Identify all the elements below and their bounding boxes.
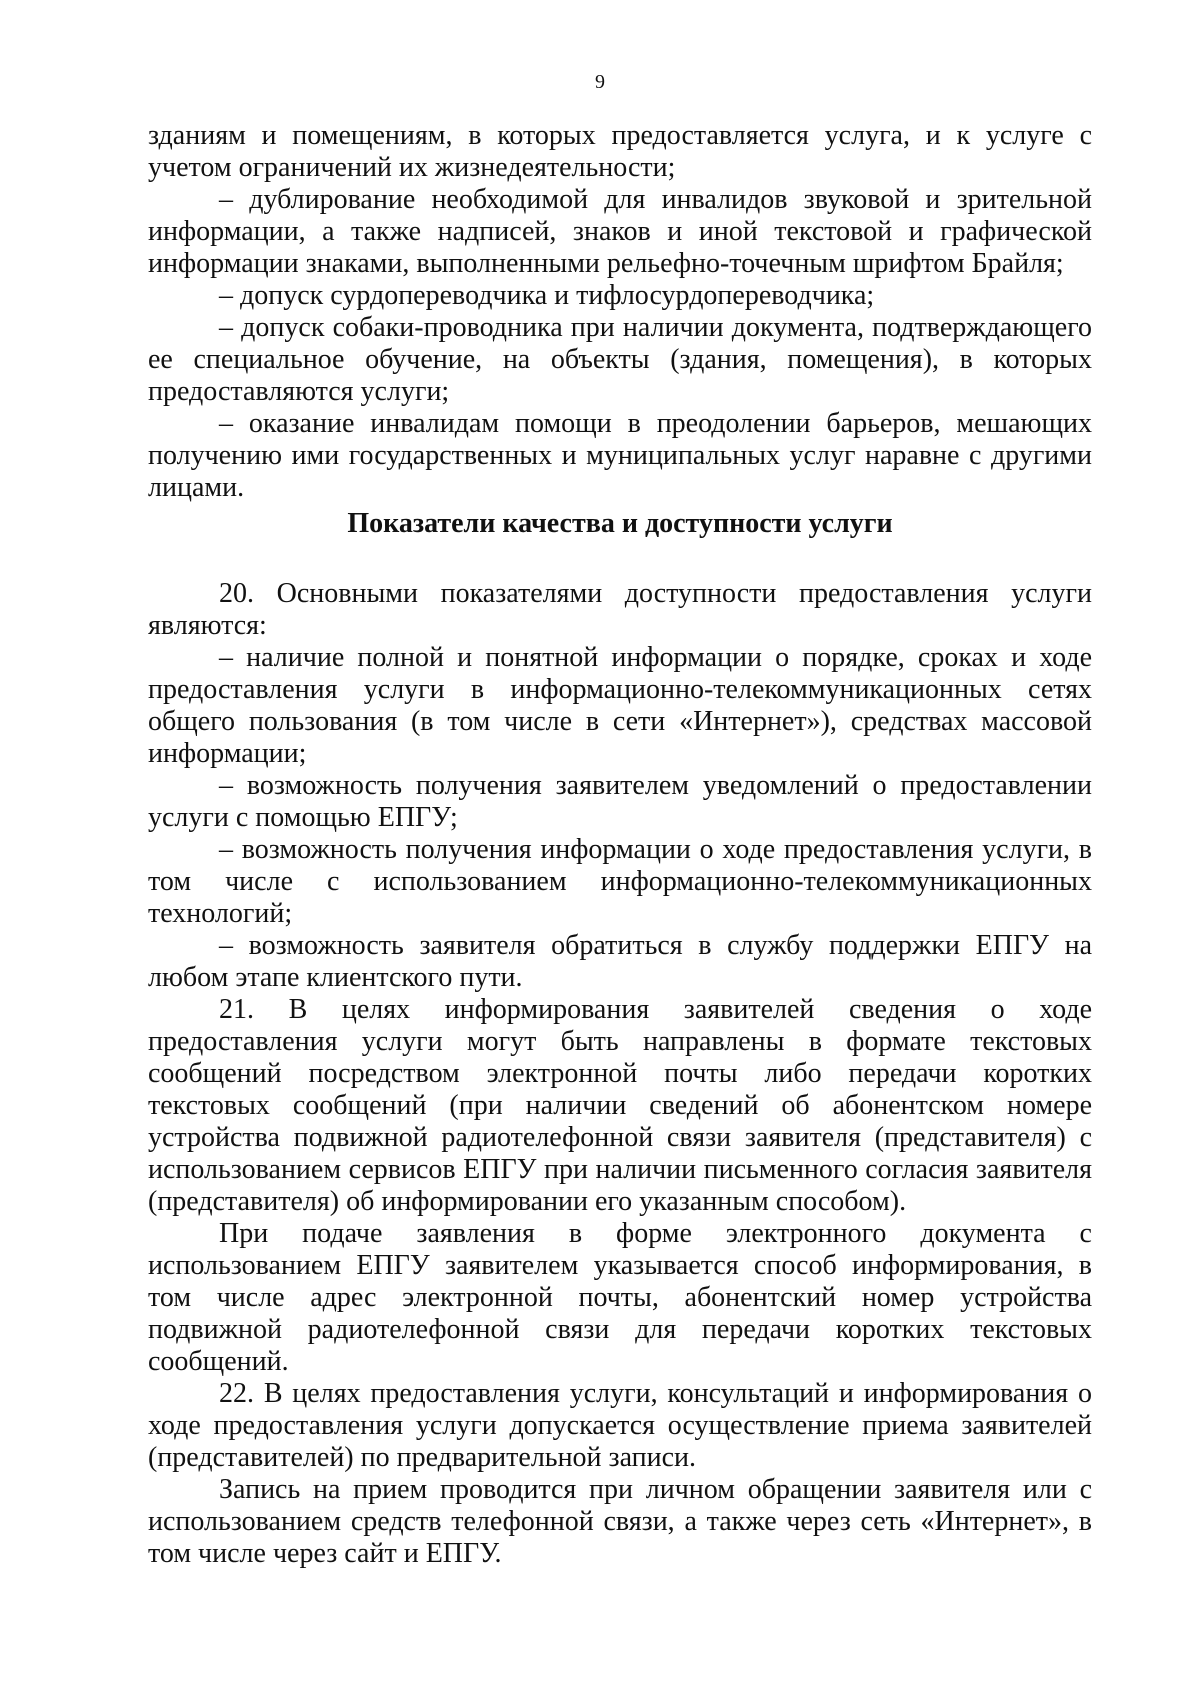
section-heading: Показатели качества и доступности услуги [347,508,893,539]
paragraph-after-6: 21. В целях информирования заявителей сведения о ходе предоставления услуги могут быть направлены в формате текстовых сообщений посредством электронной почты либо передачи коротких текстовых сообщений (при наличии сведений об абонентском номере устройства подвижной радиотелефонной связи заявителя (представителя) с использованием сервисов ЕПГУ при наличии письменного согласия заявителя (представителя) об информировании его указанным способом). [148,994,1092,1217]
paragraph-before-1: зданиям и помещениям, в которых предоставляется услуга, и к услуге с учетом ограничений их жизнедеятельности; [148,120,1092,183]
paragraph-before-5: – оказание инвалидам помощи в преодолении барьеров, мешающих получению ими государственных и муниципальных услуг наравне с другими лицами. [148,408,1092,503]
document-body [148,120,1092,1570]
paragraph-before-4: – допуск собаки-проводника при наличии документа, подтверждающего ее специальное обучение, на объекты (здания, помещения), в которых предоставляются услуги; [148,312,1092,407]
page-number: 9 [595,71,605,93]
paragraph-before-3: – допуск сурдопереводчика и тифлосурдопереводчика; [219,280,875,311]
paragraph-after-8: 22. В целях предоставления услуги, консультаций и информирования о ходе предоставления услуги допускается осуществление приема заявителей (представителей) по предварительной записи. [148,1378,1092,1473]
paragraph-after-3: – возможность получения заявителем уведомлений о предоставлении услуги с помощью ЕПГУ; [148,770,1092,833]
paragraph-after-4: – возможность получения информации о ходе предоставления услуги, в том числе с использованием информационно-телекоммуникационных технологий; [148,834,1092,929]
paragraph-after-5: – возможность заявителя обратиться в службу поддержки ЕПГУ на любом этапе клиентского пути. [148,930,1092,993]
paragraph-after-7: При подаче заявления в форме электронного документа с использованием ЕПГУ заявителем указывается способ информирования, в том числе адрес электронной почты, абонентский номер устройства подвижной радиотелефонной связи для передачи коротких текстовых сообщений. [148,1218,1092,1377]
paragraph-after-1: 20. Основными показателями доступности предоставления услуги являются: [148,578,1092,641]
paragraph-after-9: Запись на прием проводится при личном обращении заявителя или с использованием средств телефонной связи, а также через сеть «Интернет», в том числе через сайт и ЕПГУ. [148,1474,1092,1569]
paragraph-before-2: – дублирование необходимой для инвалидов звуковой и зрительной информации, а также надписей, знаков и иной текстовой и графической информации знаками, выполненными рельефно-точечным шрифтом Брайля; [148,184,1092,279]
paragraph-after-2: – наличие полной и понятной информации о порядке, сроках и ходе предоставления услуги в информационно-телекоммуникационных сетях общего пользования (в том числе в сети «Интернет»), средствах массовой информации; [148,642,1092,769]
